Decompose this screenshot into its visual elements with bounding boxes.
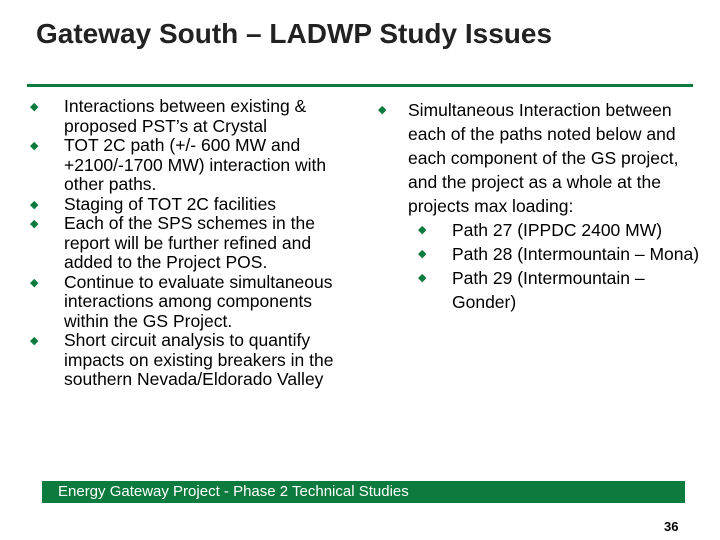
footer-bar xyxy=(42,481,685,503)
sub-bullet-text: Path 27 (IPPDC 2400 MW) xyxy=(452,220,663,240)
list-item xyxy=(30,195,360,215)
diamond-bullet-icon: ◆ xyxy=(30,276,39,289)
diamond-bullet-icon: ◆ xyxy=(30,101,39,113)
bullet-text: Interactions between existing & proposed PST’s at Crystal xyxy=(64,96,307,136)
bullet-text: Staging of TOT 2C facilities xyxy=(64,193,277,214)
bullet-text: Each of the SPS schemes in the report will be further refined and added to the Project POS. xyxy=(64,213,315,272)
bullet-text: Continue to evaluate simultaneous interactions among components within the GS Project. xyxy=(64,271,333,331)
sub-bullet-text: Path 29 (Intermountain – Gonder) xyxy=(452,268,645,312)
list-item xyxy=(378,98,708,314)
list-item xyxy=(30,331,360,390)
diamond-bullet-icon: ◆ xyxy=(378,104,387,116)
list-item xyxy=(30,136,360,195)
bullet-text: Simultaneous Interaction between each of the paths noted below and each component of the GS project, and the project as a whole at the projects max loading: xyxy=(408,100,679,216)
right-bullet-list xyxy=(378,98,708,314)
list-item xyxy=(30,97,360,136)
footer-text: Energy Gateway Project - Phase 2 Technical Studies xyxy=(58,483,409,500)
list-item xyxy=(30,214,360,273)
diamond-bullet-icon: ◆ xyxy=(418,272,427,284)
title-divider xyxy=(27,84,693,87)
sub-bullet-list xyxy=(418,218,708,314)
list-item xyxy=(30,273,360,332)
bullet-text: TOT 2C path (+/- 600 MW and +2100/-1700 MW) interaction with other paths. xyxy=(64,135,327,194)
diamond-bullet-icon: ◆ xyxy=(418,224,427,236)
diamond-bullet-icon: ◆ xyxy=(30,198,39,211)
diamond-bullet-icon: ◆ xyxy=(30,218,39,230)
left-bullet-list xyxy=(30,97,360,390)
sub-list-item xyxy=(418,266,708,314)
sub-list-item xyxy=(418,218,708,242)
slide-title: Gateway South – LADWP Study Issues xyxy=(36,18,553,49)
diamond-bullet-icon: ◆ xyxy=(30,140,39,152)
sub-bullet-text: Path 28 (Intermountain – Mona) xyxy=(452,244,700,264)
bullet-text: Short circuit analysis to quantify impacts on existing breakers in the southern Nevada/Eldorado Valley xyxy=(64,330,334,389)
diamond-bullet-icon: ◆ xyxy=(418,248,427,260)
page-number: 36 xyxy=(664,519,679,534)
diamond-bullet-icon: ◆ xyxy=(30,335,39,347)
sub-list-item xyxy=(418,242,708,266)
